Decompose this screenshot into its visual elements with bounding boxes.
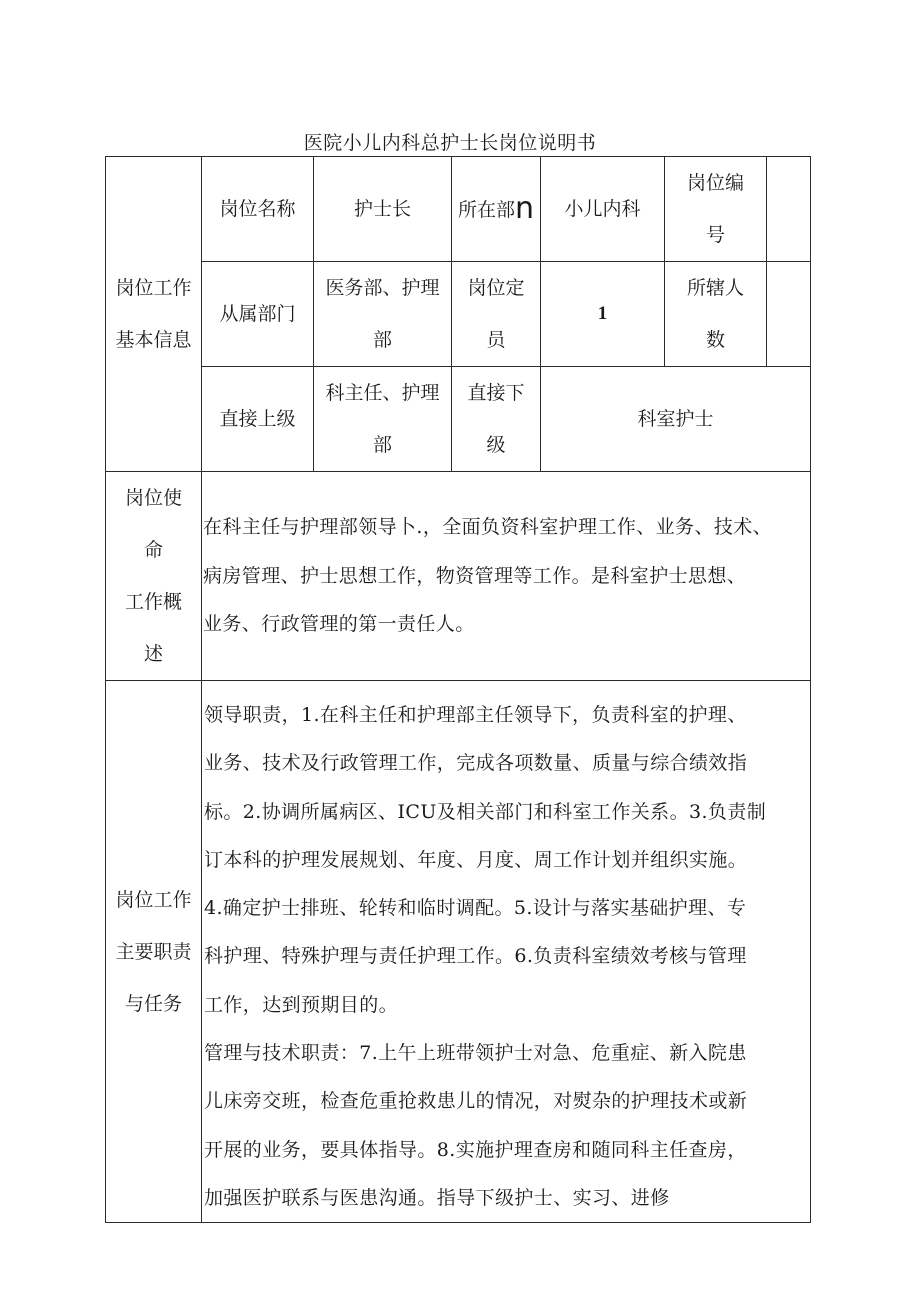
subordinates-value (767, 262, 811, 367)
document-title: 医院小儿内科总护士长岗位说明书 (303, 132, 597, 154)
duties-label-line3: 与任务 (124, 992, 182, 1015)
mission-line: 在科主任与护理部领导卜.，全面负资科室护理工作、业务、技术、 (203, 516, 773, 539)
job-description-table (105, 156, 811, 1223)
mission-label-line3: 工作概 (124, 591, 182, 613)
department-label (452, 157, 541, 262)
duties-line: 加强医护联系与医患沟通。指导下级护士、实习、进修 (204, 1186, 670, 1209)
row-direct-superior (106, 367, 811, 472)
position-name-label: 岗位名称 (202, 157, 314, 262)
mission-label-line1: 岗位使 (124, 487, 182, 509)
affiliated-dept-value (314, 262, 452, 367)
duties-line: 业务、技术及行政管理工作，完成各项数量、质量与综合绩效指 (204, 752, 748, 775)
direct-superior-value-line1: 科主任、护理 (325, 382, 440, 404)
direct-subordinate-value: 科室护士 (541, 367, 811, 472)
mission-label-line4: 述 (143, 643, 163, 665)
direct-superior-label: 直接上级 (202, 367, 314, 472)
direct-subordinate-label-line1: 直接下 (467, 382, 525, 404)
duties-line: 开展的业务，要具体指导。8.实施护理查房和随同科主任查房， (204, 1138, 747, 1161)
department-value: 小儿内科 (541, 157, 665, 262)
duties-line: 订本科的护理发展规划、年度、月度、周工作计划并组织实施。 (204, 848, 748, 871)
duties-text (202, 681, 811, 1223)
position-code-value (767, 157, 811, 262)
direct-superior-value-line2: 部 (372, 434, 392, 456)
basic-info-section-label (106, 157, 202, 472)
subordinates-label (665, 262, 767, 367)
headcount-value: 1 (541, 262, 665, 367)
subordinates-label-line1: 所辖人 (686, 277, 744, 299)
row-mission (106, 472, 811, 681)
position-code-label-line1: 岗位编 (686, 172, 744, 194)
department-label-text: 所在部 (457, 198, 515, 221)
row-duties (106, 681, 811, 1223)
mission-line: 业务、行政管理的第一责任人。 (203, 613, 475, 636)
mission-text (202, 472, 811, 681)
mission-label (106, 472, 202, 681)
mission-label-line2: 命 (143, 539, 163, 561)
duties-line: 工作，达到预期目的。 (204, 993, 399, 1016)
duties-line: 管理与技术职责：7.上午上班带领护士对急、危重症、新入院患 (204, 1042, 747, 1065)
department-label-suffix: n (515, 190, 535, 226)
row-position-name (106, 157, 811, 262)
headcount-label (452, 262, 541, 367)
position-code-label (665, 157, 767, 262)
headcount-label-line1: 岗位定 (467, 277, 525, 299)
headcount-label-line2: 员 (486, 329, 506, 351)
direct-subordinate-label-line2: 级 (486, 434, 506, 456)
affiliated-dept-value-line2: 部 (372, 329, 392, 351)
affiliated-dept-value-line1: 医务部、护理 (325, 277, 440, 299)
duties-line: 标。2.协调所属病区、ICU及相关部门和科室工作关系。3.负责制 (204, 800, 767, 823)
position-name-value: 护士长 (314, 157, 452, 262)
subordinates-label-line2: 数 (705, 329, 725, 351)
direct-subordinate-label (452, 367, 541, 472)
basic-info-label-line1: 岗位工作 (115, 277, 192, 299)
basic-info-label-line2: 基本信息 (115, 329, 192, 351)
direct-superior-value (314, 367, 452, 472)
row-affiliated-dept (106, 262, 811, 367)
duties-label (106, 681, 202, 1223)
duties-label-line2: 主要职责 (115, 940, 192, 963)
affiliated-dept-label: 从属部门 (202, 262, 314, 367)
duties-line: 儿床旁交班，检查危重抢救患儿的情况，对熨杂的护理技术或新 (204, 1090, 748, 1113)
duties-label-line1: 岗位工作 (115, 888, 192, 911)
duties-line: 科护理、特殊护理与责任护理工作。6.负责科室绩效考核与管理 (204, 945, 747, 968)
mission-line: 病房管理、护士思想工作，物资管理等工作。是科室护士思想、 (203, 564, 747, 587)
duties-line: 4.确定护士排班、轮转和临时调配。5.设计与落实基础护理、专 (204, 897, 747, 920)
duties-line: 领导职责，1.在科主任和护理部主任领导下，负责科室的护理、 (204, 704, 747, 726)
position-code-label-line2: 号 (705, 224, 725, 246)
